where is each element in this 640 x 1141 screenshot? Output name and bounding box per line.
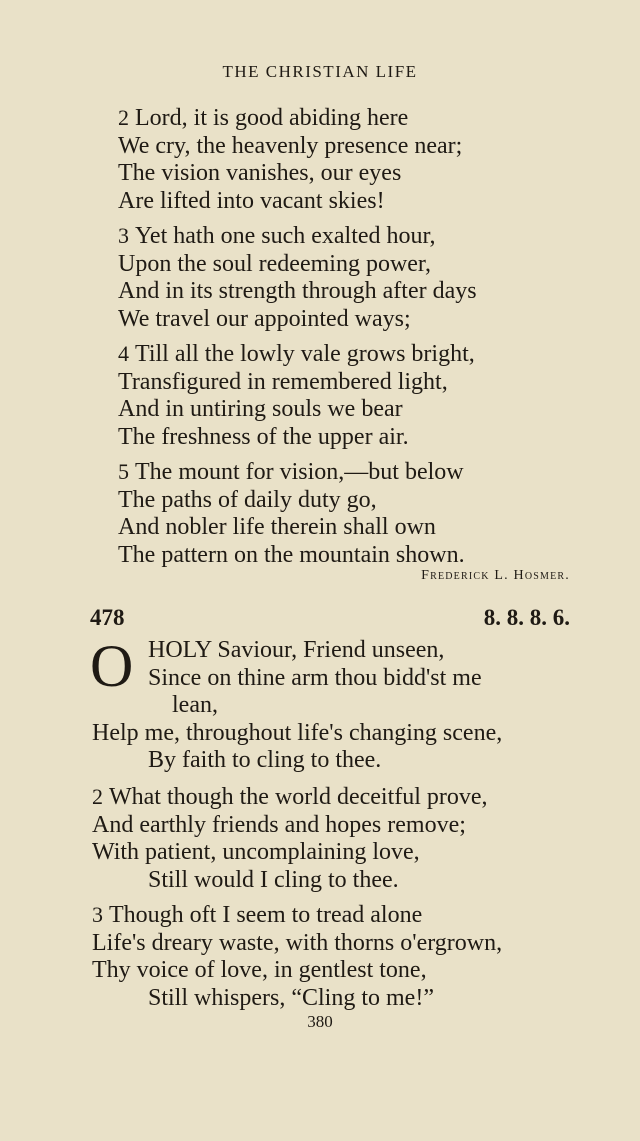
verse-line: And earthly friends and hopes remove;	[92, 811, 466, 838]
verse-line: By faith to cling to thee.	[148, 747, 382, 773]
verse-line: 3 Though oft I seem to tread alone	[92, 902, 423, 928]
verse-line: Are lifted into vacant skies!	[118, 187, 385, 214]
stanza-number: 2	[92, 784, 103, 809]
verse-line: Thy voice of love, in gentlest tone,	[92, 957, 427, 983]
verse-line: HOLY Saviour, Friend unseen,	[148, 637, 445, 663]
verse-line: Upon the soul redeeming power,	[118, 250, 431, 277]
stanza-number: 2	[118, 105, 129, 130]
verse-line: Still whispers, “Cling to me!”	[148, 984, 434, 1011]
verse-line: With patient, uncomplaining love,	[92, 839, 420, 865]
verse-line: The paths of daily duty go,	[118, 486, 377, 513]
stanza-number: 5	[118, 459, 129, 484]
verse-line: We travel our appointed ways;	[118, 305, 411, 332]
verse-line: And in its strength through after days	[118, 278, 477, 304]
hymn-number: 478	[90, 605, 125, 630]
verse-line: Still would I cling to thee.	[148, 866, 399, 893]
stanza-5	[118, 458, 465, 569]
verse-line: Since on thine arm thou bidd'st me	[148, 664, 482, 691]
verse-line: Life's dreary waste, with thorns o'ergrown,	[92, 929, 503, 956]
hymn-stanza-1	[90, 633, 503, 775]
hymn-heading	[90, 605, 570, 631]
verse-line: 4 Till all the lowly vale grows bright,	[118, 341, 475, 367]
verse-line: 3 Yet hath one such exalted hour,	[118, 223, 436, 249]
running-header: THE CHRISTIAN LIFE	[222, 62, 418, 81]
hymn-meter: 8. 8. 8. 6.	[483, 605, 570, 630]
verse-line: lean,	[172, 692, 218, 718]
verse-line: 2 What though the world deceitful prove,	[92, 784, 488, 810]
verse-line: We cry, the heavenly presence near;	[118, 132, 463, 159]
verse-line: Transfigured in remembered light,	[118, 368, 448, 395]
verse-line: And in untiring souls we bear	[118, 396, 403, 422]
verse-line: Help me, throughout life's changing scene,	[92, 719, 503, 746]
stanza-number: 3	[118, 223, 129, 248]
verse-line: The vision vanishes, our eyes	[118, 160, 402, 186]
verse-line: The freshness of the upper air.	[118, 423, 409, 450]
author-attribution: Frederick L. Hosmer.	[421, 568, 570, 583]
hymn-stanza-2	[92, 783, 488, 894]
hymn-stanza-3	[92, 901, 502, 1012]
verse-line: 2 Lord, it is good abiding here	[118, 105, 409, 131]
verse-line: The pattern on the mountain shown.	[118, 541, 465, 568]
verse-line: And nobler life therein shall own	[118, 514, 436, 540]
drop-cap: O	[90, 633, 134, 699]
stanza-number: 4	[118, 341, 129, 366]
stanza-4	[118, 340, 475, 451]
stanza-2	[118, 104, 462, 215]
verse-line: 5 The mount for vision,—but below	[118, 459, 464, 485]
page-number: 380	[307, 1012, 333, 1031]
stanza-number: 3	[92, 902, 103, 927]
stanza-3	[118, 222, 477, 333]
